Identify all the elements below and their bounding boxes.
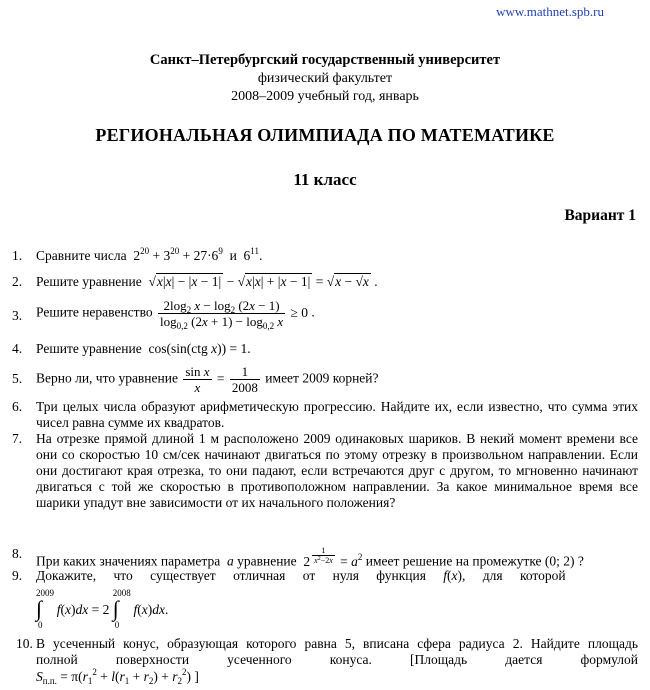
problem-4: 4. Решите уравнение cos(sin(ctg x)) = 1. (12, 341, 251, 356)
variant-label: Вариант 1 (564, 207, 636, 224)
math-expression: 2 $^{\frac{1}{x^2-2x}}$ = $a^2$ (300, 546, 363, 569)
academic-year: 2008–2009 учебный год, январь (231, 89, 419, 104)
math-expression: $\frac{2\log_2 x - \log_2 (2x - 1)}{\log_{0,2} (2x + 1) - \log_{0,2} x}$ ≥ 0 (159, 298, 309, 331)
problem-number: 9. (12, 568, 23, 583)
problem-number: 2. (12, 274, 23, 289)
math-expression: √x|x| − |x − 1| − √x|x| + |x − 1| = √x − √x (148, 274, 369, 289)
problem-5: 5. Верно ли, что уравнение $\frac{\text{sin x}}{x}$ = $\frac{1}{2008}$ имеет 2009 корней? (12, 364, 379, 395)
math-expression: $2^{20} + 3^{20} + 27\cdot 6^9$ и $6^{11}$ (129, 246, 259, 263)
problem-6: 6. Три целых числа образуют арифметическую прогрессию. Найдите их, если известно, что сумма этих чисел равна сумме их квадратов. (12, 399, 638, 430)
area-formula: $S_{п.п.} = \pi(r_1^2 + l(r_1 + r_2) + r_2^2)$ ] (36, 667, 199, 686)
site-url[interactable]: www.mathnet.spb.ru (496, 4, 604, 19)
math-expression: cos(sin(ctg x)) = 1 (145, 341, 248, 356)
problem-number: 7. (12, 431, 23, 446)
integral-sign: 2008 ∫ 0 (112, 588, 131, 630)
faculty-name: физический факультет (257, 71, 393, 86)
math-expression: $\frac{\text{sin x}}{x}$ = $\frac{1}{2008}$ (185, 364, 258, 395)
problem-number: 1. (12, 248, 23, 263)
problem-number: 8. (12, 546, 23, 561)
problem-number: 6. (12, 399, 23, 414)
problem-2: 2. Решите уравнение √x|x| − |x − 1| − √x|x| + |x − 1| = √x − √x . (12, 274, 378, 289)
problem-10: 10. В усеченный конус, образующая которого равна 5, вписана сфера радиуса 2. Найдите площадь полной поверхности усеченного конуса. [Площадь дается формулой $S_{п.п.} = \pi(r_1^2 + l(r_1 + r_2) + r_2^2)$ ] (16, 636, 638, 686)
param-a: a (226, 553, 234, 569)
problem-1: 1. Сравните числа $2^{20} + 3^{20} + 27\cdot 6^9$ и $6^{11}$. (12, 246, 263, 263)
math-function: f(x), (443, 568, 466, 583)
problem-3: 3. Решите неравенство $\frac{2\log_2 x - \log_2 (2x - 1)}{\log_{0,2} (2x + 1) - \log_{0,2} x}$ ≥ 0 . (12, 298, 315, 331)
olympiad-title: РЕГИОНАЛЬНАЯ ОЛИМПИАДА ПО МАТЕМАТИКЕ (95, 125, 555, 145)
problem-9: 9. Докажите, что существует отличная от нуля функция f(x), для которой (12, 568, 566, 583)
integral-equation: 2009 ∫ 0 f(x)dx = 2 2008 ∫ 0 f(x)dx. (36, 588, 169, 630)
problem-7: 7. На отрезке прямой длиной 1 м расположено 2009 одинаковых шариков. В некий момент времени все они со скоростью 10 см/сек начинают двигаться по этому отрезку в произвольном направлении. Если они достигают края отрезка, то они падают, если встречаются друг с другом, то мгновенно начинают двигаться с той же скоростью в противоположном направлении. За какое минимальное время все шарики упадут вне зависимости от их начального положения? (12, 431, 638, 510)
integral-sign: 2009 ∫ 0 (36, 588, 54, 630)
problem-number: 3. (12, 308, 23, 323)
problem-number: 5. (12, 371, 23, 386)
problem-number: 10. (16, 636, 33, 651)
problem-number: 4. (12, 341, 23, 356)
problem-8: 8. При каких значениях параметра a уравнение 2 $^{\frac{1}{x^2-2x}}$ = $a^2$ имеет решение на промежутке (0; 2) ? (12, 546, 584, 569)
university-name: Санкт–Петербургский государственный университет (149, 52, 501, 68)
grade-label: 11 класс (293, 170, 357, 189)
